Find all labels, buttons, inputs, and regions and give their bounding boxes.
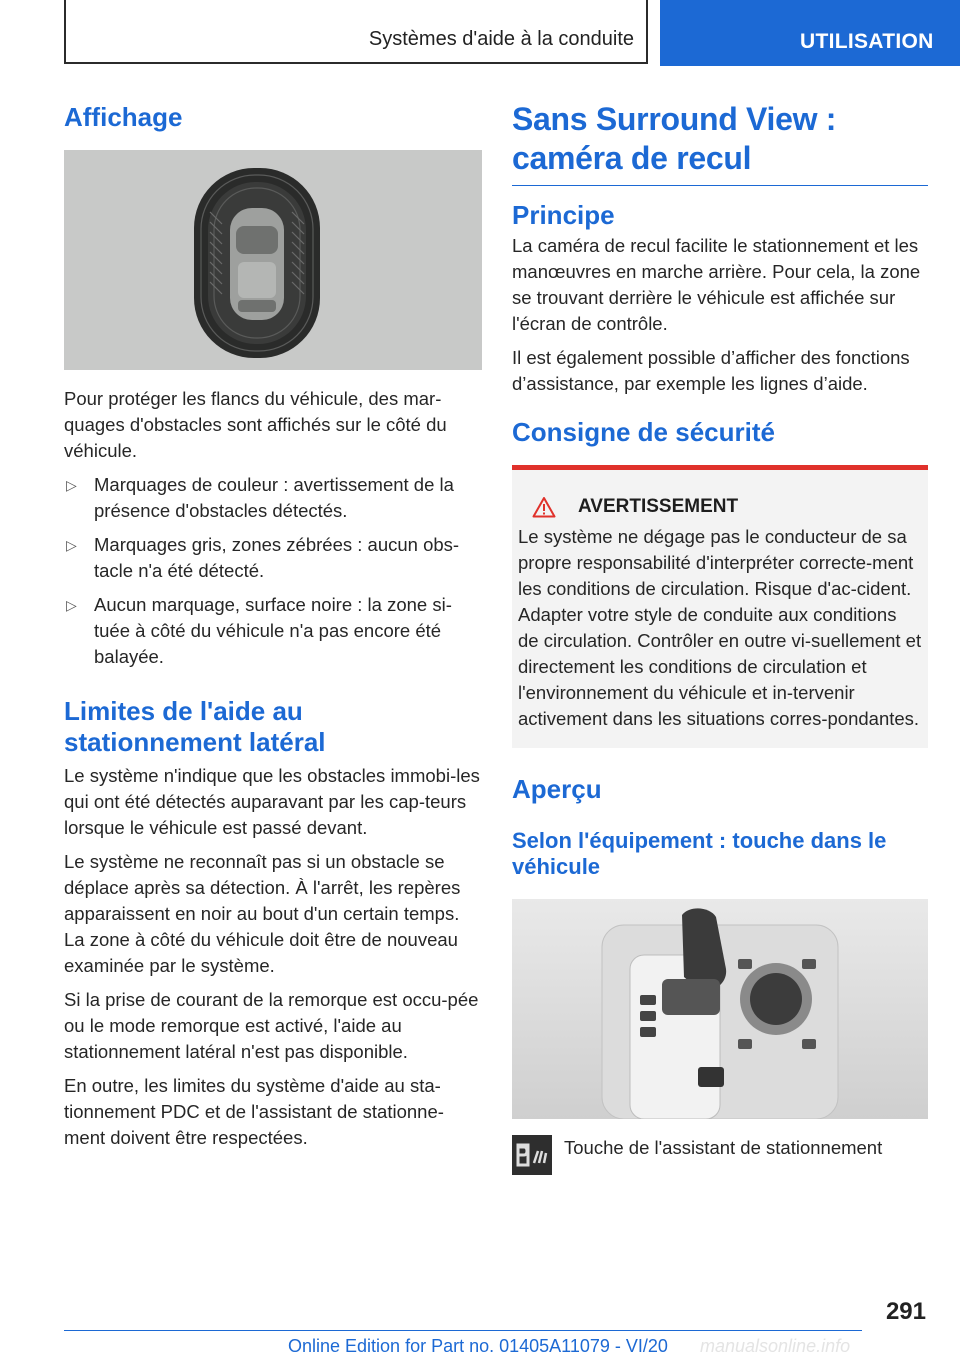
limits-paragraph: Si la prise de courant de la remorque est occu-pée ou le mode remorque est activé, l'aide au stationnement latéral n'est pas disponible. bbox=[64, 989, 479, 1063]
display-intro: Pour protéger les flancs du véhicule, des mar-quages d'obstacles sont affichés sur le côté du véhicule. bbox=[64, 387, 447, 461]
page-number: 291 bbox=[885, 1298, 926, 1325]
overview-heading: Aperçu bbox=[512, 774, 602, 805]
header-section-title: Systèmes d'aide à la conduite bbox=[368, 28, 634, 50]
list-item: ▷ Marquages de couleur : avertissement de la présence d'obstacles détectés. bbox=[66, 473, 454, 521]
bullet-triangle-icon: ▷ bbox=[66, 536, 77, 553]
principle-heading: Principe bbox=[512, 199, 615, 230]
legend-row bbox=[512, 1135, 928, 1175]
header-chapter-label: UTILISATION bbox=[800, 30, 934, 53]
right-column bbox=[512, 100, 928, 1175]
principle-paragraph: Il est également possible d’afficher des fonctions d’assistance, par exemple les lignes d’aide. bbox=[512, 347, 910, 395]
center-console-illustration bbox=[512, 899, 928, 1119]
bullet-triangle-icon: ▷ bbox=[66, 596, 77, 613]
list-item: ▷ Aucun marquage, surface noire : la zone si-tuée à côté du véhicule n'a pas encore été balayée. bbox=[66, 593, 452, 667]
display-bullet-list bbox=[64, 472, 482, 670]
principle-paragraph: La caméra de recul facilite le stationnement et les manœuvres en marche arrière. Pour cela, la zone se trouvant derrière le véhicule est affichée sur l'écran de contrôle. bbox=[512, 235, 921, 335]
main-heading-block bbox=[512, 100, 928, 186]
display-heading: Affichage bbox=[64, 102, 183, 132]
footer-edition: Online Edition for Part no. 01405A11079 - VI/20 bbox=[288, 1336, 668, 1356]
limits-paragraph: En outre, les limites du système d'aide au sta-tionnement PDC et de l'assistant de stationne-ment doivent être respectées. bbox=[64, 1075, 444, 1149]
warning-box bbox=[512, 465, 928, 748]
limits-heading: Limites de l'aide au stationnement latéral bbox=[64, 695, 326, 758]
center-console-photo-icon bbox=[512, 899, 928, 1119]
parking-side-view-icon bbox=[64, 150, 482, 370]
header-left-box bbox=[64, 0, 648, 64]
limits-paragraph: Le système ne reconnaît pas si un obstacle se déplace après sa détection. À l'arrêt, les repères apparaissent en noir au bout d'un certain temps. La zone à côté du véhicule doit être de nouveau examinée par le système. bbox=[64, 851, 461, 977]
warning-text: Le système ne dégage pas le conducteur de sa propre responsabilité d'interpréter correcte-ment les conditions de circulation. Risque d'ac-cident. Adapter votre style de conduite aux conditions de circulation. Contrôler en outre vi-suellement et directement les conditions de circulation et l'environnement du véhicule et in-tervenir activement dans les situations corres-pondantes. bbox=[518, 526, 922, 730]
bullet-triangle-icon: ▷ bbox=[66, 476, 77, 493]
left-column bbox=[64, 100, 482, 1159]
side-view-illustration bbox=[64, 150, 482, 370]
legend-text: Touche de l'assistant de stationnement bbox=[564, 1136, 883, 1158]
list-item: ▷ Marquages gris, zones zébrées : aucun obs-tacle n'a été détecté. bbox=[66, 533, 460, 581]
footer-watermark: manualsonline.info bbox=[700, 1336, 851, 1356]
parking-p-icon bbox=[512, 1135, 552, 1175]
equipment-heading: Selon l'équipement : touche dans le véhicule bbox=[512, 827, 887, 880]
parking-assistant-button-icon bbox=[512, 1135, 552, 1175]
main-heading: Sans Surround View : caméra de recul bbox=[512, 101, 837, 177]
warning-title-row bbox=[518, 496, 922, 518]
warning-triangle-icon bbox=[532, 496, 556, 518]
footer-rule bbox=[64, 1330, 862, 1331]
safety-heading: Consigne de sécurité bbox=[512, 417, 775, 448]
limits-paragraph: Le système n'indique que les obstacles immobi-les qui ont été détectés auparavant par les cap-teurs lorsque le véhicule est passé devant. bbox=[64, 765, 480, 839]
warning-title: AVERTISSEMENT bbox=[578, 496, 739, 518]
header-chapter-tab bbox=[660, 0, 960, 66]
